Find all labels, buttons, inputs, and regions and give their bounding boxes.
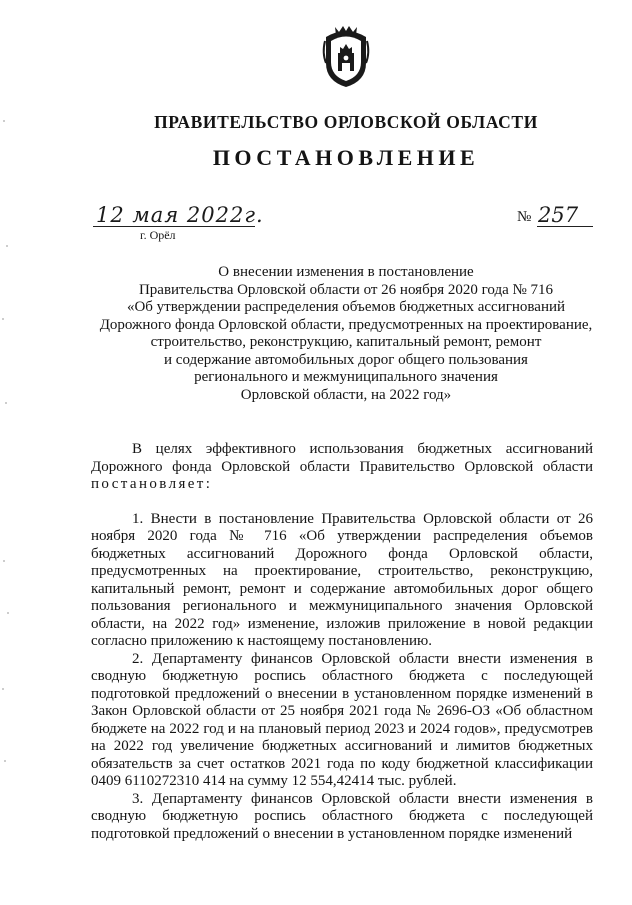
- preamble-resolves-word: постановляет:: [91, 476, 213, 492]
- scan-margin-specks: [0, 0, 14, 905]
- number-underline: [537, 226, 593, 227]
- number-label: №: [517, 209, 532, 225]
- document-body: [91, 441, 593, 843]
- coat-of-arms-icon: [320, 23, 372, 89]
- title-line: Дорожного фонда Орловской области, предусмотренных на проектирование,: [99, 316, 593, 333]
- title-line: О внесении изменения в постановление: [218, 264, 474, 280]
- city-label: г. Орёл: [140, 228, 176, 242]
- date-underline: [93, 226, 255, 227]
- organization-heading: ПРАВИТЕЛЬСТВО ОРЛОВСКОЙ ОБЛАСТИ: [154, 112, 538, 132]
- preamble-paragraph: [91, 441, 593, 494]
- title-line: Правительства Орловской области от 26 ноября 2020 года № 716: [138, 281, 554, 298]
- title-line: строительство, реконструкцию, капитальный ремонт, ремонт: [150, 334, 542, 350]
- handwritten-date: 12 мая 2022г.: [96, 203, 264, 227]
- paragraph-1: 1. Внести в постановление Правительства Орловской области от 26 ноября 2020 года № 716 «Об утверждении распределения объемов бюджетных ассигнований Дорожного фонда Орловской области, предусмотренных на проектирование, строительство, реконструкцию, капитальный ремонт, ремонт и содержание автомобильных дорог общего пользования регионального и межмуниципального значения Орловской области, на 2022 год» изменение, изложив приложение в новой редакции согласно приложению к настоящему постановлению.: [91, 510, 593, 649]
- handwritten-number: 257: [538, 203, 579, 227]
- title-line: Орловской области, на 2022 год»: [240, 386, 452, 403]
- paragraph-3: 3. Департаменту финансов Орловской области внести изменения в сводную бюджетную роспись областного бюджета с последующей подготовкой предложений о внесении в установленном порядке изменений: [91, 790, 593, 842]
- title-line: регионального и межмуниципального значения: [194, 369, 498, 385]
- paragraph-2: 2. Департаменту финансов Орловской области внести изменения в сводную бюджетную роспись областного бюджета с последующей подготовкой предложений о внесении в установленном порядке изменений в Закон Орловской области от 25 ноября 2021 года № 2696-ОЗ «Об областном бюджете на 2022 год и на плановый период 2023 и 2024 годов», предусмотрев на 2022 год увеличение бюджетных ассигнований и лимитов бюджетных обязательств за счет остатков 2021 года по коду бюджетной классификации 0409 6110272310 414 на сумму 12 554,42414 тыс. рублей.: [91, 650, 593, 789]
- title-line: и содержание автомобильных дорог общего пользования: [164, 351, 528, 368]
- title-line: «Об утверждении распределения объемов бюджетных ассигнований: [126, 299, 566, 315]
- preamble-text: В целях эффективного использования бюджетных ассигнований Дорожного фонда Орловской области Правительство Орловской области: [91, 441, 593, 475]
- document-type-heading: ПОСТАНОВЛЕНИЕ: [212, 145, 480, 170]
- document-title: [80, 264, 612, 404]
